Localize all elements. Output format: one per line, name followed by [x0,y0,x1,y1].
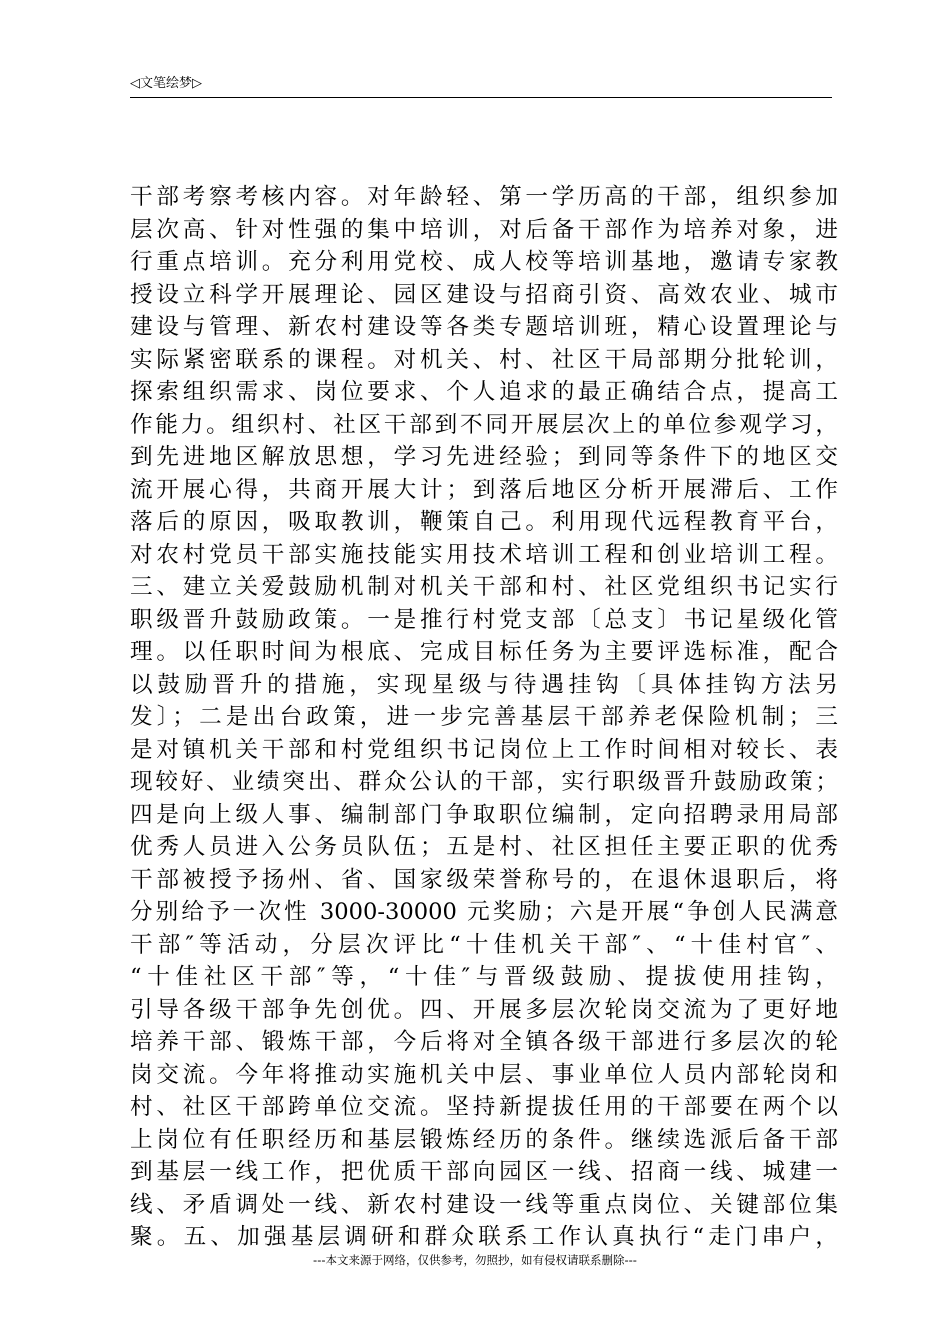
text-line: 干部被授予扬州、省、国家级荣誉称号的，在退休退职后，将 [130,866,838,893]
text-line: 四是向上级人事、编制部门争取职位编制，定向招聘录用局部 [130,801,838,828]
text-line: 村、社区干部跨单位交流。坚持新提拔任用的干部要在两个以 [130,1094,838,1120]
text-line: 到先进地区解放思想，学习先进经验；到同等条件下的地区交 [130,444,838,470]
text-line: 是对镇机关干部和村党组织书记岗位上工作时间相对较长、表 [130,736,838,763]
text-line: 聚。五、加强基层调研和群众联系工作认真执行“走门串户， [130,1224,838,1250]
text-line: 优秀人员进入公务员队伍；五是村、社区担任主要正职的优秀 [130,834,838,860]
text-line: 授设立科学开展理论、园区建设与招商引资、高效农业、城市 [130,281,838,308]
text-line: 岗交流。今年将推动实施机关中层、事业单位人员内部轮岗和 [130,1061,838,1088]
text-line: 实际紧密联系的课程。对机关、村、社区干局部期分批轮训， [130,346,838,373]
text-line: 对农村党员干部实施技能实用技术培训工程和创业培训工程。 [130,541,838,568]
text-line: 干部考察考核内容。对年龄轻、第一学历高的干部，组织参加 [130,184,838,210]
page-header: ◁文笔绘梦▷ [130,76,202,91]
text-line: 层次高、针对性强的集中培训，对后备干部作为培养对象，进 [130,216,838,243]
text-line: 作能力。组织村、社区干部到不同开展层次上的单位参观学习， [130,411,838,438]
text-line: 探索组织需求、岗位要求、个人追求的最正确结合点，提高工 [130,379,838,405]
text-line: 培养干部、锻炼干部，今后将对全镇各级干部进行多层次的轮 [130,1029,838,1055]
text-line: 三、建立关爱鼓励机制对机关干部和村、社区党组织书记实行 [130,574,838,600]
text-line: 理。以任职时间为根底、完成目标任务为主要评选标准，配合 [130,639,838,665]
text-line: 行重点培训。充分利用党校、成人校等培训基地，邀请专家教 [130,249,838,275]
text-line: 职级晋升鼓励政策。一是推行村党支部〔总支〕书记星级化管 [130,606,838,633]
text-line: 以鼓励晋升的措施，实现星级与待遇挂钩〔具体挂钩方法另 [130,671,838,698]
text-line: 建设与管理、新农村建设等各类专题培训班，精心设置理论与 [130,314,838,340]
text-line: 现较好、业绩突出、群众公认的干部，实行职级晋升鼓励政策； [130,769,838,795]
header-divider [130,97,832,98]
text-line: 落后的原因，吸取教训，鞭策自己。利用现代远程教育平台， [130,509,838,535]
text-line: 线、矛盾调处一线、新农村建设一线等重点岗位、关键部位集 [130,1191,838,1218]
text-line: 干部″等活动，分层次评比“十佳机关干部″、“十佳村官″、 [130,931,838,958]
text-line: 上岗位有任职经历和基层锻炼经历的条件。继续选派后备干部 [130,1126,838,1153]
document-body [130,181,838,1254]
text-line: 到基层一线工作，把优质干部向园区一线、招商一线、城建一 [130,1159,838,1185]
text-line: 引导各级干部争先创优。四、开展多层次轮岗交流为了更好地 [130,996,838,1023]
text-line: “十佳社区干部″等，“十佳″与晋级鼓励、提拔使用挂钩， [130,964,838,990]
page-footer: ---本文来源于网络，仅供参考，勿照抄，如有侵权请联系删除--- [313,1253,637,1267]
text-line: 分别给予一次性 3000-30000 元奖励；六是开展“争创人民满意 [130,899,838,925]
text-line: 发〕；二是出台政策，进一步完善基层干部养老保险机制；三 [130,704,838,730]
text-line: 流开展心得，共商开展大计；到落后地区分析开展滞后、工作 [130,476,838,503]
